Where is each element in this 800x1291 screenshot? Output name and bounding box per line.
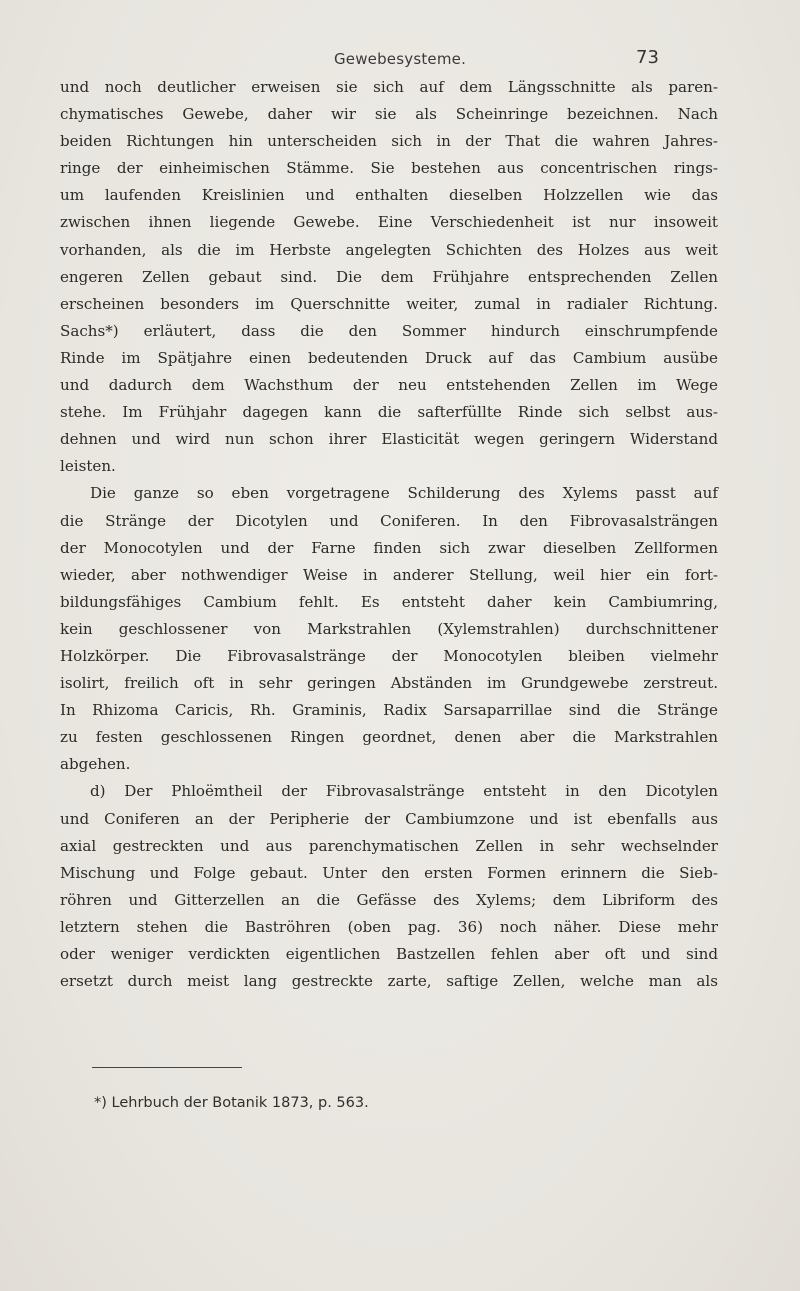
footnote: *) Lehrbuch der Botanik 1873, p. 563. (94, 1095, 369, 1111)
text-line: leisten. (60, 457, 116, 476)
text-line: wieder, aber nothwendiger Weise in anderer Stellung, weil hier ein fort- (60, 565, 718, 584)
text-line: axial gestreckten und aus parenchymatischen Zellen in sehr wechselnder (60, 836, 718, 855)
text-line: Mischung und Folge gebaut. Unter den ersten Formen erinnern die Sieb- (60, 863, 718, 882)
text-line: vorhanden, als die im Herbste angelegten Schichten des Holzes aus weit (60, 240, 718, 259)
text-line: isolirt, freilich oft in sehr geringen Abständen im Grundgewebe zerstreut. (60, 674, 718, 693)
running-title: Gewebesysteme. (333, 50, 467, 68)
text-line: bildungsfähiges Cambium fehlt. Es entsteht daher kein Cambiumring, (60, 592, 718, 611)
text-line: erscheinen besonders im Querschnitte weiter, zumal in radialer Richtung. (60, 294, 718, 313)
body-text (60, 74, 718, 995)
text-line: oder weniger verdickten eigentlichen Bastzellen fehlen aber oft und sind (60, 945, 718, 963)
text-line: zu festen geschlossenen Ringen geordnet, denen aber die Markstrahlen (60, 728, 718, 747)
text-line: Rinde im Spätjahre einen bedeutenden Druck auf das Cambium ausübe (60, 348, 718, 367)
text-line: die Stränge der Dicotylen und Coniferen. In den Fibrovasalsträngen (60, 511, 718, 530)
paragraph-start-line: Die ganze so eben vorgetragene Schilderung des Xylems passt auf (90, 484, 718, 503)
text-line: der Monocotylen und der Farne finden sich zwar dieselben Zellformen (60, 538, 718, 557)
paragraph-start-line: d) Der Phloëmtheil der Fibrovasalstränge entsteht in den Dicotylen (90, 782, 718, 801)
text-line: ringe der einheimischen Stämme. Sie bestehen aus concentrischen rings- (60, 159, 718, 178)
text-line: beiden Richtungen hin unterscheiden sich in der That die wahren Jahres- (60, 132, 718, 151)
text-line: Holzkörper. Die Fibrovasalstränge der Monocotylen bleiben vielmehr (60, 646, 718, 665)
text-line: zwischen ihnen liegende Gewebe. Eine Verschiedenheit ist nur insoweit (60, 213, 718, 232)
text-line: und dadurch dem Wachsthum der neu entstehenden Zellen im Wege (60, 376, 718, 395)
text-line: abgehen. (60, 755, 131, 774)
text-line: dehnen und wird nun schon ihrer Elasticität wegen geringern Widerstand (60, 430, 718, 449)
text-line: kein geschlossener von Markstrahlen (Xylemstrahlen) durchschnittener (60, 619, 718, 638)
text-line: letztern stehen die Baströhren (oben pag. 36) noch näher. Diese mehr (60, 917, 718, 936)
text-line: engeren Zellen gebaut sind. Die dem Frühjahre entsprechenden Zellen (60, 267, 718, 286)
text-line: ersetzt durch meist lang gestreckte zarte, saftige Zellen, welche man als (60, 972, 718, 991)
text-line: und noch deutlicher erweisen sie sich auf dem Längsschnitte als paren- (60, 78, 718, 96)
text-line: und Coniferen an der Peripherie der Cambiumzone und ist ebenfalls aus (60, 809, 718, 828)
text-line: um laufenden Kreislinien und enthalten dieselben Holzzellen wie das (60, 186, 718, 205)
text-line: Sachs*) erläutert, dass die den Sommer hindurch einschrumpfende (60, 321, 718, 340)
page-number: 73 (636, 47, 659, 68)
text-line: chymatisches Gewebe, daher wir sie als Scheinringe bezeichnen. Nach (60, 105, 718, 124)
text-line: In Rhizoma Caricis, Rh. Graminis, Radix Sarsaparrillae sind die Stränge (60, 701, 718, 720)
text-line: röhren und Gitterzellen an die Gefässe des Xylems; dem Libriform des (60, 890, 718, 909)
footnote-divider (92, 1067, 242, 1068)
text-line: stehe. Im Frühjahr dagegen kann die safterfüllte Rinde sich selbst aus- (60, 403, 718, 422)
